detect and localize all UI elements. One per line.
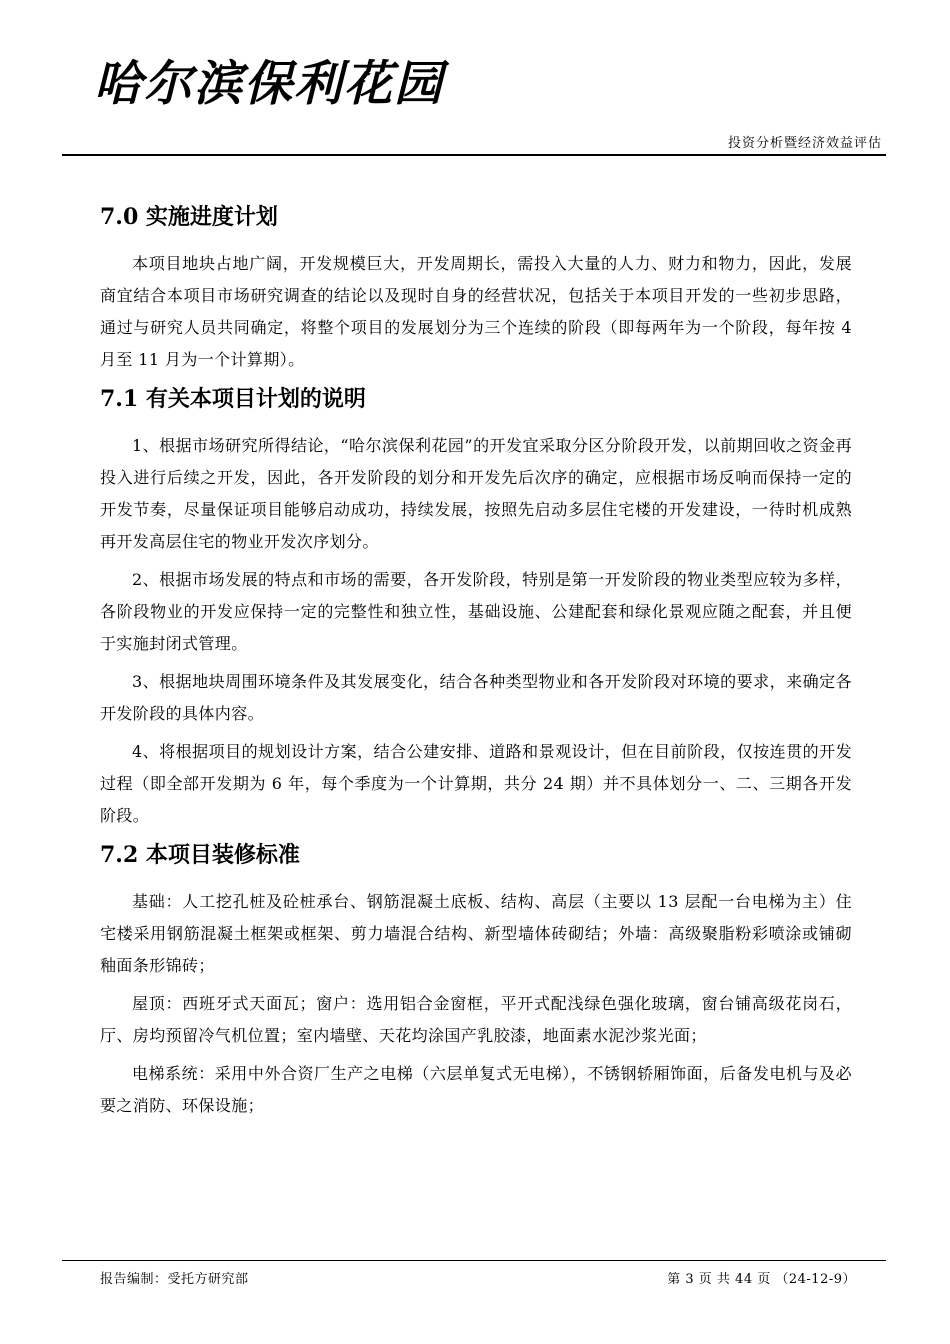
paragraph: 电梯系统：采用中外合资厂生产之电梯（六层单复式无电梯），不锈钢轿厢饰面，后备发电机与及必要之消防、环保设施； [100, 1064, 852, 1115]
paragraph: 2、根据市场发展的特点和市场的需要，各开发阶段，特别是第一开发阶段的物业类型应较为多样，各阶段物业的开发应保持一定的完整性和独立性，基础设施、公建配套和绿化景观应随之配套，并且便于实施封闭式管理。 [100, 570, 852, 653]
paragraph: 4、将根据项目的规划设计方案，结合公建安排、道路和景观设计，但在目前阶段，仅按连贯的开发过程（即全部开发期为 6 年，每个季度为一个计算期，共分 24 期）并不具体划分一、二、三期各开发阶段。 [100, 742, 852, 825]
header-subtitle: 投资分析暨经济效益评估 [727, 136, 882, 151]
footer-author: 报告编制：受托方研究部 [100, 1272, 249, 1287]
section-heading-7-0: 7.0 实施进度计划 [100, 204, 278, 230]
document-body [100, 200, 852, 1122]
page-header [62, 40, 886, 158]
paragraph: 基础：人工挖孔桩及砼桩承台、钢筋混凝土底板、结构、高层（主要以 13 层配一台电梯为主）住宅楼采用钢筋混凝土框架或框架、剪力墙混合结构、新型墙体砖砌结；外墙：高级聚脂粉彩喷涂或铺砌釉面条形锦砖； [100, 892, 852, 975]
footer-divider [62, 1260, 886, 1261]
paragraph: 3、根据地块周围环境条件及其发展变化，结合各种类型物业和各开发阶段对环境的要求，来确定各开发阶段的具体内容。 [100, 672, 852, 723]
section-heading-7-2: 7.2 本项目装修标准 [100, 842, 300, 868]
paragraph: 1、根据市场研究所得结论，“哈尔滨保利花园”的开发宜采取分区分阶段开发，以前期回收之资金再投入进行后续之开发，因此，各开发阶段的划分和开发先后次序的确定，应根据市场反响而保持一定的开发节奏，尽量保证项目能够启动成功，持续发展，按照先启动多层住宅楼的开发建设，一待时机成熟再开发高层住宅的物业开发次序划分。 [100, 436, 852, 551]
paragraph: 本项目地块占地广阔，开发规模巨大，开发周期长，需投入大量的人力、财力和物力，因此，发展商宜结合本项目市场研究调查的结论以及现时自身的经营状况，包括关于本项目开发的一些初步思路，通过与研究人员共同确定，将整个项目的发展划分为三个连续的阶段（即每两年为一个阶段，每年按 4 月至 11 月为一个计算期）。 [100, 254, 852, 369]
header-divider [62, 154, 886, 156]
footer-page-number: 第 3 页 共 44 页 （24-12-9） [667, 1272, 856, 1287]
brand-title: 哈尔滨保利花园 [94, 56, 445, 112]
section-heading-7-1: 7.1 有关本项目计划的说明 [100, 386, 366, 412]
paragraph: 屋顶：西班牙式天面瓦；窗户：选用铝合金窗框，平开式配浅绿色强化玻璃，窗台铺高级花岗石，厅、房均预留冷气机位置；室内墙壁、天花均涂国产乳胶漆，地面素水泥沙浆光面； [100, 994, 852, 1045]
page-footer [62, 1260, 886, 1300]
